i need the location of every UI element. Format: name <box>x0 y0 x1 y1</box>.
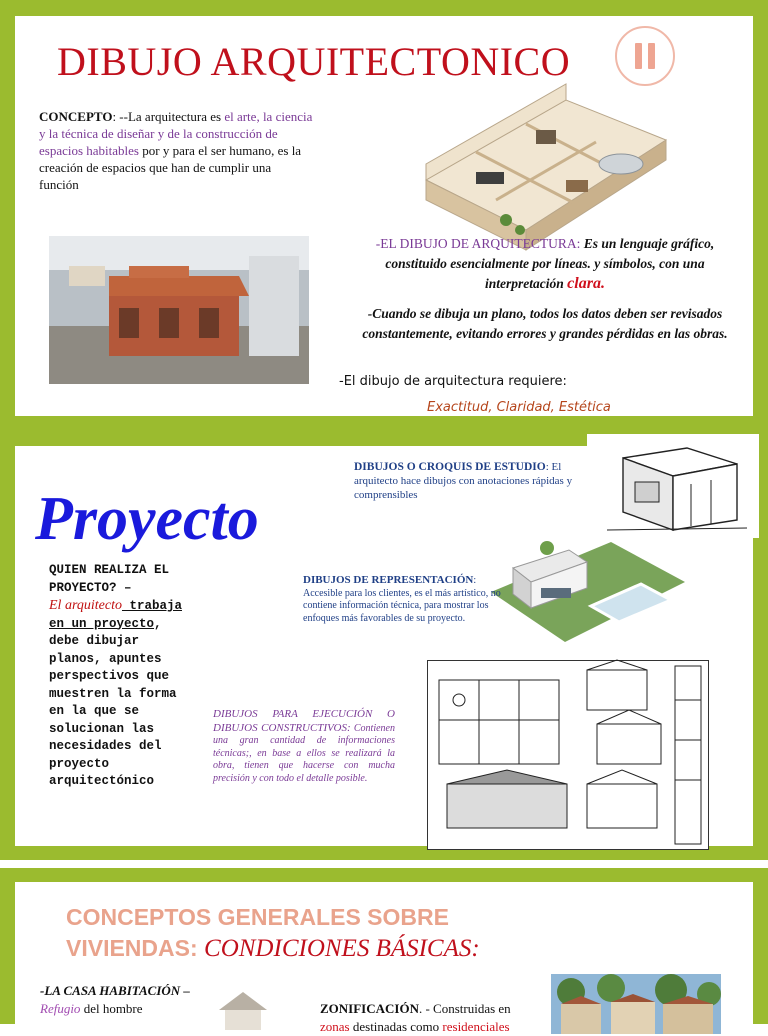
title-emphasis: CONDICIONES BÁSICAS: <box>204 935 480 962</box>
requirements-values: Exactitud, Claridad, Estética <box>427 400 611 415</box>
who-paragraph <box>49 562 199 791</box>
who-arquitecto: arquitecto <box>64 598 122 613</box>
definition-plano: -Cuando se dibuja un plano, todos los datos deben ser revisados constantemente, evitando errores y grandes pérdidas en las obras. <box>362 306 728 341</box>
who-trabaja: trabaja en un proyecto <box>49 599 182 631</box>
slide-conceptos-viviendas <box>0 868 768 1034</box>
house-cutaway-image <box>416 80 672 256</box>
ejecucion-heading: DIBUJOS PARA EJECUCIÓN O DIBUJOS CONSTRUCTIVOS: <box>213 708 395 734</box>
slide-proyecto <box>0 430 768 860</box>
slide-title <box>66 902 536 964</box>
zonificacion-text2: destinadas como <box>349 1019 443 1034</box>
title-pre: CONCEPTOS GENERALES SOBRE VIVIENDAS: <box>66 904 449 961</box>
croquis-text: : El arquitecto hace dibujos con anotaciones rápidas y comprensibles <box>354 461 573 501</box>
townhouses-image <box>551 974 721 1034</box>
pause-bar-left <box>635 43 642 69</box>
representacion-render-image <box>491 522 685 642</box>
zonificacion-label: ZONIFICACIÓN <box>320 1001 419 1016</box>
croquis-description <box>354 460 590 502</box>
house-image <box>213 986 273 1030</box>
croquis-heading: DIBUJOS O CROQUIS DE ESTUDIO <box>354 461 546 473</box>
ejecucion-text: Contienen una gran cantidad de informaciones técnicas;, en base a ellos se realizará la obra, tienen que hacerse con mucha precisión y con todo el detalle posible. <box>213 722 395 784</box>
who-rest: , debe dibujar planos, apuntes perspectivos que muestren la forma en la que se solucionan las necesidades del proyecto arquitectónico <box>49 616 177 788</box>
casa-habitacion <box>40 982 190 1018</box>
concept-pre: : --La arquitectura es <box>112 109 225 124</box>
representacion-text: : Accesible para los clientes, es el más artístico, no contiene información técnica, para mostrar los enfoques más favorables de su proyecto. <box>303 575 501 624</box>
concept-post: por y para el ser humano, es la creación de espacios que han de cumplir una función <box>39 143 302 192</box>
slide-dibujo-arquitectonico <box>0 0 768 430</box>
who-el: El <box>49 598 65 613</box>
concept-label: CONCEPTO <box>39 109 113 124</box>
definition-text: Es un lenguaje gráfico, constituido esencialmente por líneas. y símbolos, con una interpretación <box>385 236 715 291</box>
casa-label: -LA CASA HABITACIÓN – <box>40 983 190 998</box>
pause-bar-right <box>648 43 655 69</box>
slide-title: Proyecto <box>35 485 259 553</box>
pause-icon[interactable] <box>615 26 675 86</box>
slide-panel <box>15 446 753 846</box>
requirements-label: -El dibujo de arquitectura requiere: <box>339 374 567 389</box>
zonificacion-zonas: zonas <box>320 1019 350 1034</box>
zonificacion-text: . - Construidas en <box>418 1001 511 1016</box>
definition-label: -EL DIBUJO DE ARQUITECTURA: <box>375 236 581 251</box>
slide-panel <box>15 882 753 1032</box>
definition-emphasis: clara. <box>567 275 605 292</box>
zonificacion <box>320 1000 540 1036</box>
casa-refugio: Refugio <box>40 1001 81 1016</box>
who-question: QUIEN REALIZA EL PROYECTO? – <box>49 563 170 595</box>
slide-panel <box>15 16 753 416</box>
zonificacion-residenciales: residenciales <box>442 1019 510 1034</box>
slide-title: DIBUJO ARQUITECTONICO <box>57 39 571 84</box>
definition-dibujo <box>345 234 745 294</box>
concept-highlight: el arte, la ciencia y la técnica de diseñar y de la construcción de espacios habitables <box>39 109 313 158</box>
representacion-description <box>303 574 513 625</box>
ejecucion-description <box>213 708 395 785</box>
representacion-heading: DIBUJOS DE REPRESENTACIÓN <box>303 574 474 586</box>
concept-paragraph <box>39 108 314 193</box>
planos-constructivos-image <box>427 660 709 850</box>
building-construction-image <box>49 236 309 384</box>
casa-rest: del hombre <box>80 1001 143 1016</box>
